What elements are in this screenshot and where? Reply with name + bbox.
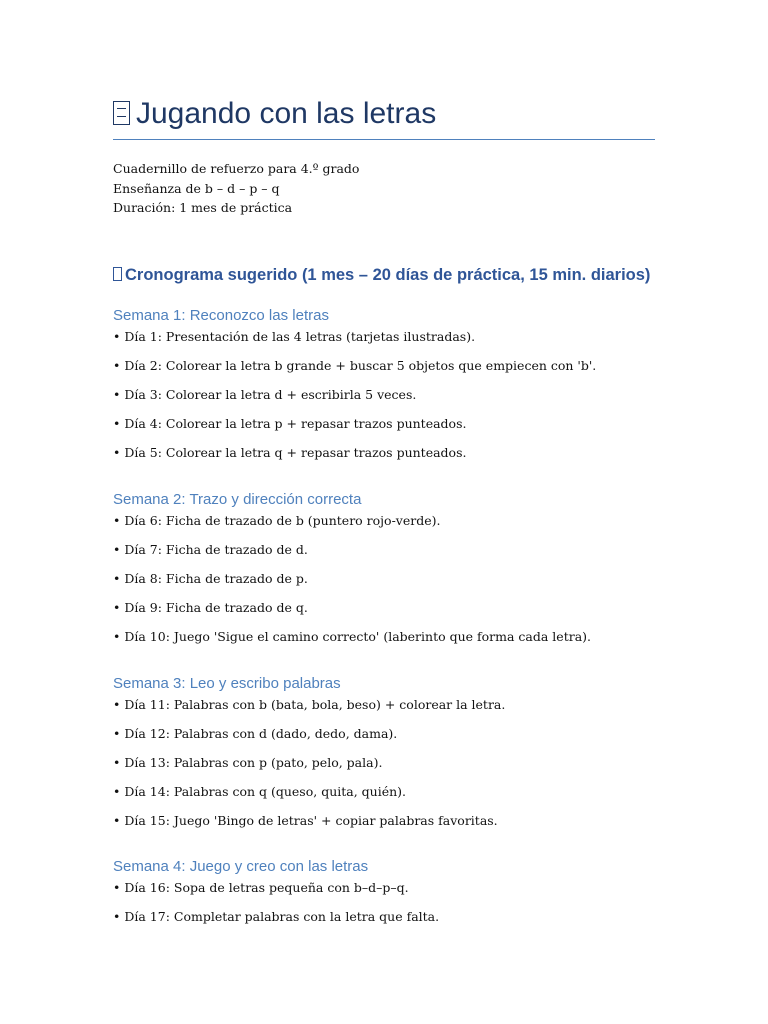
list-item: • Día 16: Sopa de letras pequeña con b–d–p–q. bbox=[113, 880, 409, 895]
list-item: • Día 3: Colorear la letra d + escribirla 5 veces. bbox=[113, 387, 417, 402]
list-item: • Día 11: Palabras con b (bata, bola, beso) + colorear la letra. bbox=[113, 697, 506, 712]
list-item: • Día 4: Colorear la letra p + repasar trazos punteados. bbox=[113, 416, 467, 431]
week-1 bbox=[113, 306, 655, 461]
week-4 bbox=[113, 857, 655, 925]
week-heading: Semana 4: Juego y creo con las letras bbox=[113, 858, 369, 875]
schedule-heading bbox=[113, 266, 650, 285]
list-item: • Día 12: Palabras con d (dado, dedo, dama). bbox=[113, 726, 398, 741]
list-item: • Día 1: Presentación de las 4 letras (tarjetas ilustradas). bbox=[113, 329, 476, 344]
schedule-heading-text: Cronograma sugerido (1 mes – 20 días de práctica, 15 min. diarios) bbox=[125, 266, 651, 284]
meta-line-letters: Enseñanza de b – d – p – q bbox=[113, 180, 280, 196]
week-2 bbox=[113, 490, 655, 645]
calendar-icon bbox=[113, 267, 122, 281]
page-title bbox=[113, 94, 655, 134]
document-meta bbox=[113, 159, 359, 218]
page-title-text: Jugando con las letras bbox=[136, 97, 437, 130]
list-item: • Día 6: Ficha de trazado de b (puntero rojo-verde). bbox=[113, 513, 441, 528]
list-item: • Día 7: Ficha de trazado de d. bbox=[113, 542, 308, 557]
meta-line-grade: Cuadernillo de refuerzo para 4.º grado bbox=[113, 161, 360, 176]
list-item: • Día 9: Ficha de trazado de q. bbox=[113, 600, 308, 615]
week-heading: Semana 3: Leo y escribo palabras bbox=[113, 675, 341, 692]
week-heading: Semana 2: Trazo y dirección correcta bbox=[113, 491, 362, 508]
document-icon bbox=[113, 101, 130, 125]
list-item: • Día 15: Juego 'Bingo de letras' + copiar palabras favoritas. bbox=[113, 813, 498, 828]
title-divider bbox=[113, 139, 655, 140]
list-item: • Día 10: Juego 'Sigue el camino correcto' (laberinto que forma cada letra). bbox=[113, 629, 591, 644]
list-item: • Día 2: Colorear la letra b grande + buscar 5 objetos que empiecen con 'b'. bbox=[113, 358, 597, 373]
list-item: • Día 13: Palabras con p (pato, pelo, pala). bbox=[113, 755, 383, 770]
list-item: • Día 8: Ficha de trazado de p. bbox=[113, 571, 308, 586]
week-heading: Semana 1: Reconozco las letras bbox=[113, 307, 329, 324]
list-item: • Día 5: Colorear la letra q + repasar trazos punteados. bbox=[113, 445, 467, 460]
list-item: • Día 14: Palabras con q (queso, quita, quién). bbox=[113, 784, 407, 799]
list-item: • Día 17: Completar palabras con la letra que falta. bbox=[113, 909, 440, 924]
week-3 bbox=[113, 674, 655, 829]
meta-line-duration: Duración: 1 mes de práctica bbox=[113, 200, 293, 215]
